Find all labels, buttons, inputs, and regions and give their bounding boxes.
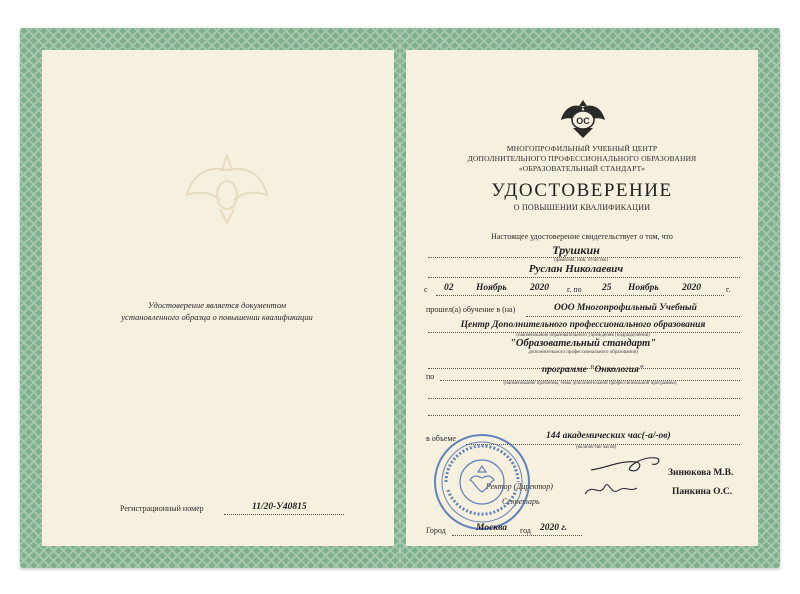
registration-number: 11/20-У40815 [252, 502, 307, 512]
dates-line [436, 295, 724, 296]
passed-label: прошел(а) обучение в (на) [426, 305, 516, 314]
date-from-year: 2020 [530, 283, 549, 293]
registration-line [224, 514, 344, 515]
given-name: Руслан Николаевич [528, 263, 624, 275]
official-seal-icon [432, 432, 532, 537]
year-suffix: г. [726, 285, 731, 294]
institution-caption-2: дополнительного профессионального образования) [528, 350, 638, 355]
city-line [452, 535, 582, 536]
hours-value: 144 академических час(-а/-ов) [546, 431, 671, 441]
hours-label: в объеме [426, 434, 456, 443]
certificate-title: УДОСТОВЕРЕНИЕ [491, 180, 673, 201]
intro-text: Настоящее удостоверение свидетельствует о том, что [491, 232, 673, 241]
program-caption: (наименование проблемы, темы дополнительной профессиональной программы) [503, 381, 677, 386]
emblem-letters: ОС [576, 116, 590, 126]
blank-line-3 [428, 415, 740, 416]
date-to-month: Ноябрь [628, 283, 659, 293]
date-from-day: 02 [444, 283, 454, 293]
issue-year: 2020 г. [540, 523, 568, 533]
institution-line-1: ООО Многопрофильный Учебный [554, 303, 697, 313]
date-to-year: 2020 [682, 283, 701, 293]
eagle-watermark-icon [182, 145, 272, 225]
hours-caption: (количество часов) [576, 445, 617, 450]
institution-line-2: Центр Дополнительного профессионального образования [460, 320, 706, 330]
note-line-2: установленного образца о повышении квалификации [121, 312, 313, 322]
secretary-name: Панкина О.С. [672, 487, 733, 497]
blank-line-2 [428, 398, 740, 399]
name-caption: (фамилия, имя, отчество) [554, 258, 608, 263]
certificate-sheet [20, 28, 780, 568]
date-to-prefix: г. по [567, 285, 582, 294]
year-label: год [520, 526, 531, 535]
institution-line-3: "Образовательный стандарт" [510, 338, 656, 349]
program-name: программе "Онкология" [541, 365, 645, 375]
surname: Трушкин [552, 243, 600, 257]
org-line-3: «ОБРАЗОВАТЕЛЬНЫЙ СТАНДАРТ» [518, 164, 646, 173]
right-page [406, 50, 758, 546]
registration-label: Регистрационный номер [120, 504, 204, 513]
note-line-1: Удостоверение является документом [147, 300, 287, 310]
certificate-subtitle: О ПОВЫШЕНИИ КВАЛИФИКАЦИИ [513, 203, 651, 212]
rector-label: Ректор (Директор) [486, 482, 553, 491]
city-label: Город [426, 526, 446, 535]
institution-line-1-rule [526, 316, 740, 317]
center-fold [398, 28, 402, 568]
date-from-month: Ноябрь [476, 283, 507, 293]
city-name: Москва [476, 523, 508, 533]
secretary-label: Секретарь [502, 497, 540, 506]
org-line-1: МНОГОПРОФИЛЬНЫЙ УЧЕБНЫЙ ЦЕНТР [506, 144, 658, 153]
date-from-prefix: с [424, 285, 428, 294]
secretary-signature-icon [581, 478, 641, 505]
program-label: по [426, 372, 435, 381]
given-name-line [428, 277, 740, 278]
rector-name: Зинюкова М.В. [668, 468, 734, 478]
left-page [42, 50, 394, 546]
institution-caption: (наименование образовательного учреждения (подразделения) [516, 333, 650, 338]
org-line-2: ДОПОЛНИТЕЛЬНОГО ПРОФЕССИОНАЛЬНОГО ОБРАЗОВАНИЯ [467, 154, 697, 163]
date-to-day: 25 [602, 283, 612, 293]
